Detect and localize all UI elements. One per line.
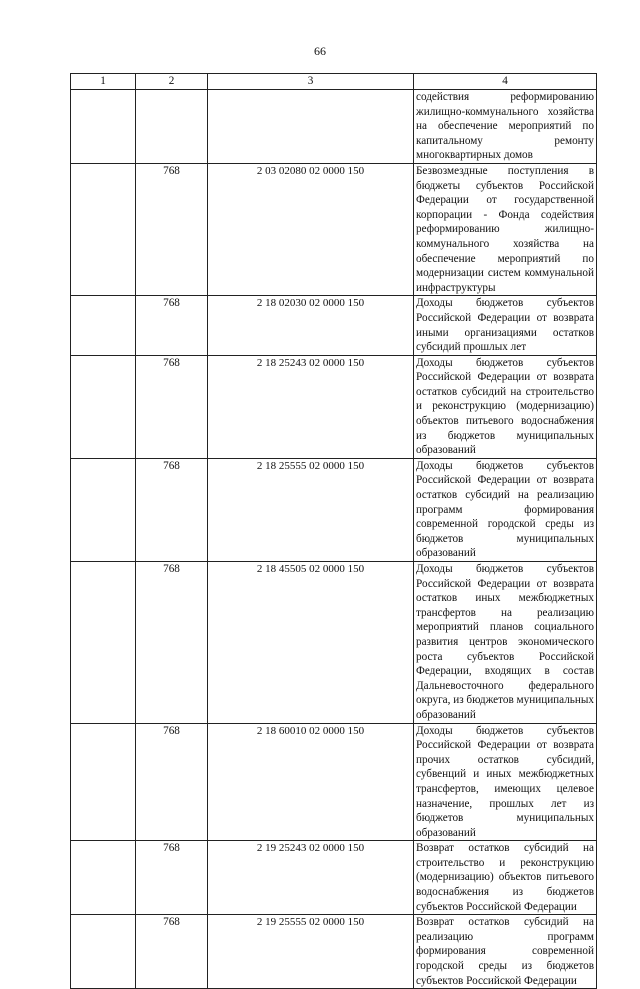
row-number-cell <box>71 458 136 561</box>
revenue-code-cell: 2 18 02030 02 0000 150 <box>208 296 414 355</box>
administrator-code-cell: 768 <box>136 841 208 915</box>
column-header-1: 1 <box>71 74 136 90</box>
administrator-code-cell: 768 <box>136 163 208 295</box>
table-row <box>71 458 597 561</box>
row-number-cell <box>71 163 136 295</box>
administrator-code-cell: 768 <box>136 915 208 989</box>
table-row <box>71 355 597 458</box>
revenue-description-cell: Доходы бюджетов субъектов Российской Федерации от возврата прочих остатков субсидий, субвенций и иных межбюджетных трансфертов, имеющих целевое назначение, прошлых лет из бюджетов муниципальных образований <box>414 723 597 841</box>
table-header-row <box>71 74 597 90</box>
row-number-cell <box>71 296 136 355</box>
row-number-cell <box>71 841 136 915</box>
revenue-code-cell: 2 18 25243 02 0000 150 <box>208 355 414 458</box>
revenue-codes-table <box>70 73 597 989</box>
table-row <box>71 296 597 355</box>
revenue-description-cell: Доходы бюджетов субъектов Российской Федерации от возврата остатков субсидий на строительство и реконструкцию (модернизацию) объектов питьевого водоснабжения из бюджетов муниципальных образований <box>414 355 597 458</box>
revenue-code-cell: 2 18 45505 02 0000 150 <box>208 562 414 724</box>
revenue-code-cell: 2 03 02080 02 0000 150 <box>208 163 414 295</box>
table-row <box>71 163 597 295</box>
revenue-description-cell: Возврат остатков субсидий на строительство и реконструкцию (модернизацию) объектов питьевого водоснабжения из бюджетов субъектов Российской Федерации <box>414 841 597 915</box>
row-number-cell <box>71 355 136 458</box>
administrator-code-cell: 768 <box>136 296 208 355</box>
revenue-code-cell <box>208 90 414 164</box>
revenue-code-cell: 2 19 25243 02 0000 150 <box>208 841 414 915</box>
administrator-code-cell: 768 <box>136 562 208 724</box>
column-header-4: 4 <box>414 74 597 90</box>
administrator-code-cell: 768 <box>136 355 208 458</box>
row-number-cell <box>71 915 136 989</box>
row-number-cell <box>71 90 136 164</box>
revenue-code-cell: 2 19 25555 02 0000 150 <box>208 915 414 989</box>
administrator-code-cell <box>136 90 208 164</box>
page-number: 66 <box>314 44 326 58</box>
revenue-description-cell: содействия реформированию жилищно-коммунального хозяйства на обеспечение мероприятий по капитальному ремонту многоквартирных домов <box>414 90 597 164</box>
table-row <box>71 841 597 915</box>
table-row <box>71 90 597 164</box>
revenue-code-cell: 2 18 60010 02 0000 150 <box>208 723 414 841</box>
revenue-description-cell: Безвозмездные поступления в бюджеты субъектов Российской Федерации от государственной корпорации - Фонда содействия реформированию жилищно-коммунального хозяйства на обеспечение мероприятий по модернизации систем коммунальной инфраструктуры <box>414 163 597 295</box>
row-number-cell <box>71 723 136 841</box>
row-number-cell <box>71 562 136 724</box>
revenue-description-cell: Доходы бюджетов субъектов Российской Федерации от возврата иными организациями остатков субсидий прошлых лет <box>414 296 597 355</box>
administrator-code-cell: 768 <box>136 723 208 841</box>
revenue-code-cell: 2 18 25555 02 0000 150 <box>208 458 414 561</box>
table-row <box>71 723 597 841</box>
revenue-description-cell: Доходы бюджетов субъектов Российской Федерации от возврата остатков иных межбюджетных трансфертов на реализацию мероприятий планов социального развития центров экономического роста субъектов Российской Федерации, входящих в состав Дальневосточного федерального округа, из бюджетов муниципальных образований <box>414 562 597 724</box>
revenue-description-cell: Возврат остатков субсидий на реализацию программ формирования современной городской среды из бюджетов субъектов Российской Федерации <box>414 915 597 989</box>
administrator-code-cell: 768 <box>136 458 208 561</box>
revenue-description-cell: Доходы бюджетов субъектов Российской Федерации от возврата остатков субсидий на реализацию программ формирования современной городской среды из бюджетов муниципальных образований <box>414 458 597 561</box>
column-header-2: 2 <box>136 74 208 90</box>
table-row <box>71 562 597 724</box>
column-header-3: 3 <box>208 74 414 90</box>
table-row <box>71 915 597 989</box>
